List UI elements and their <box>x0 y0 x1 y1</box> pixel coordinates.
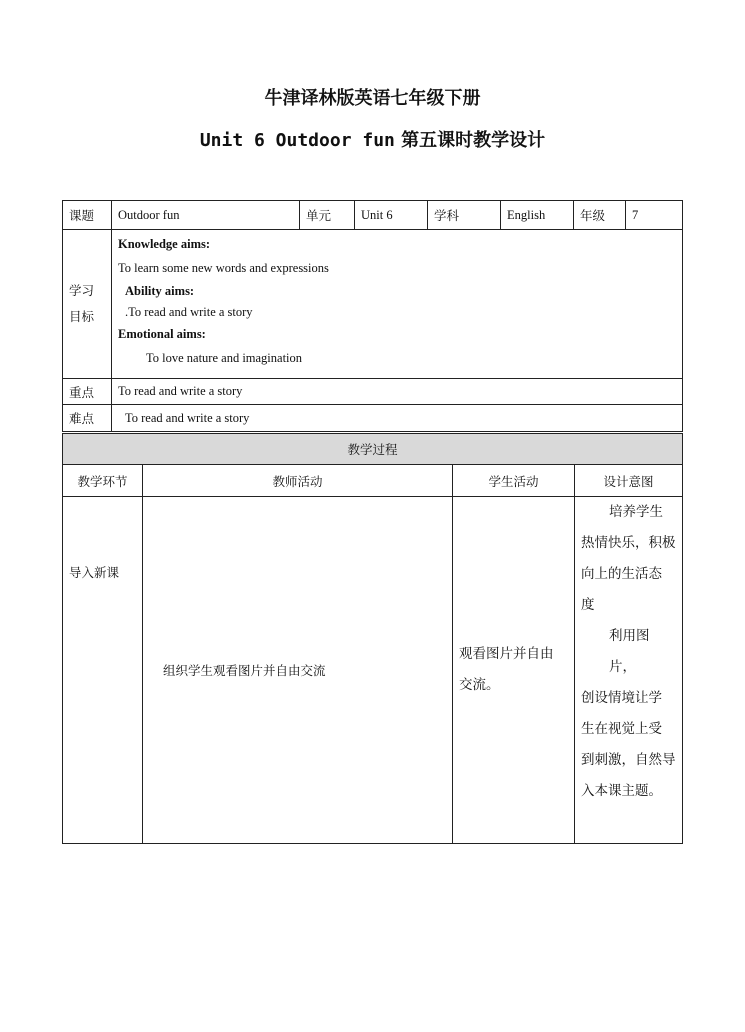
difficulty-label: 难点 <box>63 405 112 432</box>
column-header: 设计意图 <box>575 465 683 497</box>
stage-cell: 导入新课 <box>63 497 143 844</box>
process-title: 教学过程 <box>63 434 683 465</box>
difficulty-value: To read and write a story <box>112 405 683 432</box>
knowledge-text: To learn some new words and expressions <box>118 261 329 275</box>
intent-line: 生在视觉上受 <box>581 721 662 737</box>
lesson-info-table <box>62 200 683 432</box>
teacher-activity-cell: 组织学生观看图片并自由交流 <box>143 497 453 844</box>
student-line: 交流。 <box>459 677 500 693</box>
grade-label: 年级 <box>574 201 626 230</box>
grade-value: 7 <box>626 201 683 230</box>
intent-line: 度 <box>581 597 595 613</box>
topic-label: 课题 <box>63 201 112 230</box>
subtitle-lesson: 第五课时教学设计 <box>401 130 546 151</box>
key-point-value: To read and write a story <box>112 379 683 405</box>
objectives-row <box>63 230 683 379</box>
unit-label: 单元 <box>300 201 355 230</box>
info-row <box>63 201 683 230</box>
document-title: 牛津译林版英语七年级下册 <box>264 88 481 109</box>
intent-line: 到刺激，自然导 <box>581 752 676 768</box>
topic-value: Outdoor fun <box>112 201 300 230</box>
process-table <box>62 433 683 844</box>
intent-line: 利用图片， <box>609 628 650 675</box>
intent-line: 培养学生 <box>609 504 663 520</box>
column-header: 学生活动 <box>453 465 575 497</box>
column-header: 教学环节 <box>63 465 143 497</box>
intent-line: 创设情境让学 <box>581 690 662 706</box>
design-intent-cell <box>575 497 683 844</box>
objectives-label <box>63 230 112 379</box>
process-column-headers <box>63 465 683 497</box>
key-point-row <box>63 379 683 405</box>
process-section-header <box>63 434 683 465</box>
intent-line: 热情快乐，积极 <box>581 535 676 551</box>
intent-line: 向上的生活态 <box>581 566 662 582</box>
knowledge-heading: Knowledge aims: <box>118 237 211 251</box>
emotional-text: To love nature and imagination <box>146 351 303 365</box>
emotional-heading: Emotional aims: <box>118 327 206 341</box>
intent-line: 入本课主题。 <box>581 783 662 799</box>
objectives-label-line1: 学习 <box>69 283 95 298</box>
subject-label: 学科 <box>428 201 501 230</box>
document-subtitle <box>0 126 745 152</box>
unit-value: Unit 6 <box>355 201 428 230</box>
student-activity-cell <box>453 497 575 844</box>
subtitle-unit: Unit 6 Outdoor fun <box>199 130 395 151</box>
difficulty-row <box>63 405 683 432</box>
objectives-label-line2: 目标 <box>69 309 95 324</box>
student-line: 观看图片并自由 <box>459 646 554 662</box>
column-header: 教师活动 <box>143 465 453 497</box>
objectives-content <box>112 230 683 379</box>
ability-heading: Ability aims: <box>125 284 195 298</box>
ability-text: .To read and write a story <box>125 305 253 319</box>
key-point-label: 重点 <box>63 379 112 405</box>
table-row <box>63 497 683 844</box>
subject-value: English <box>501 201 574 230</box>
